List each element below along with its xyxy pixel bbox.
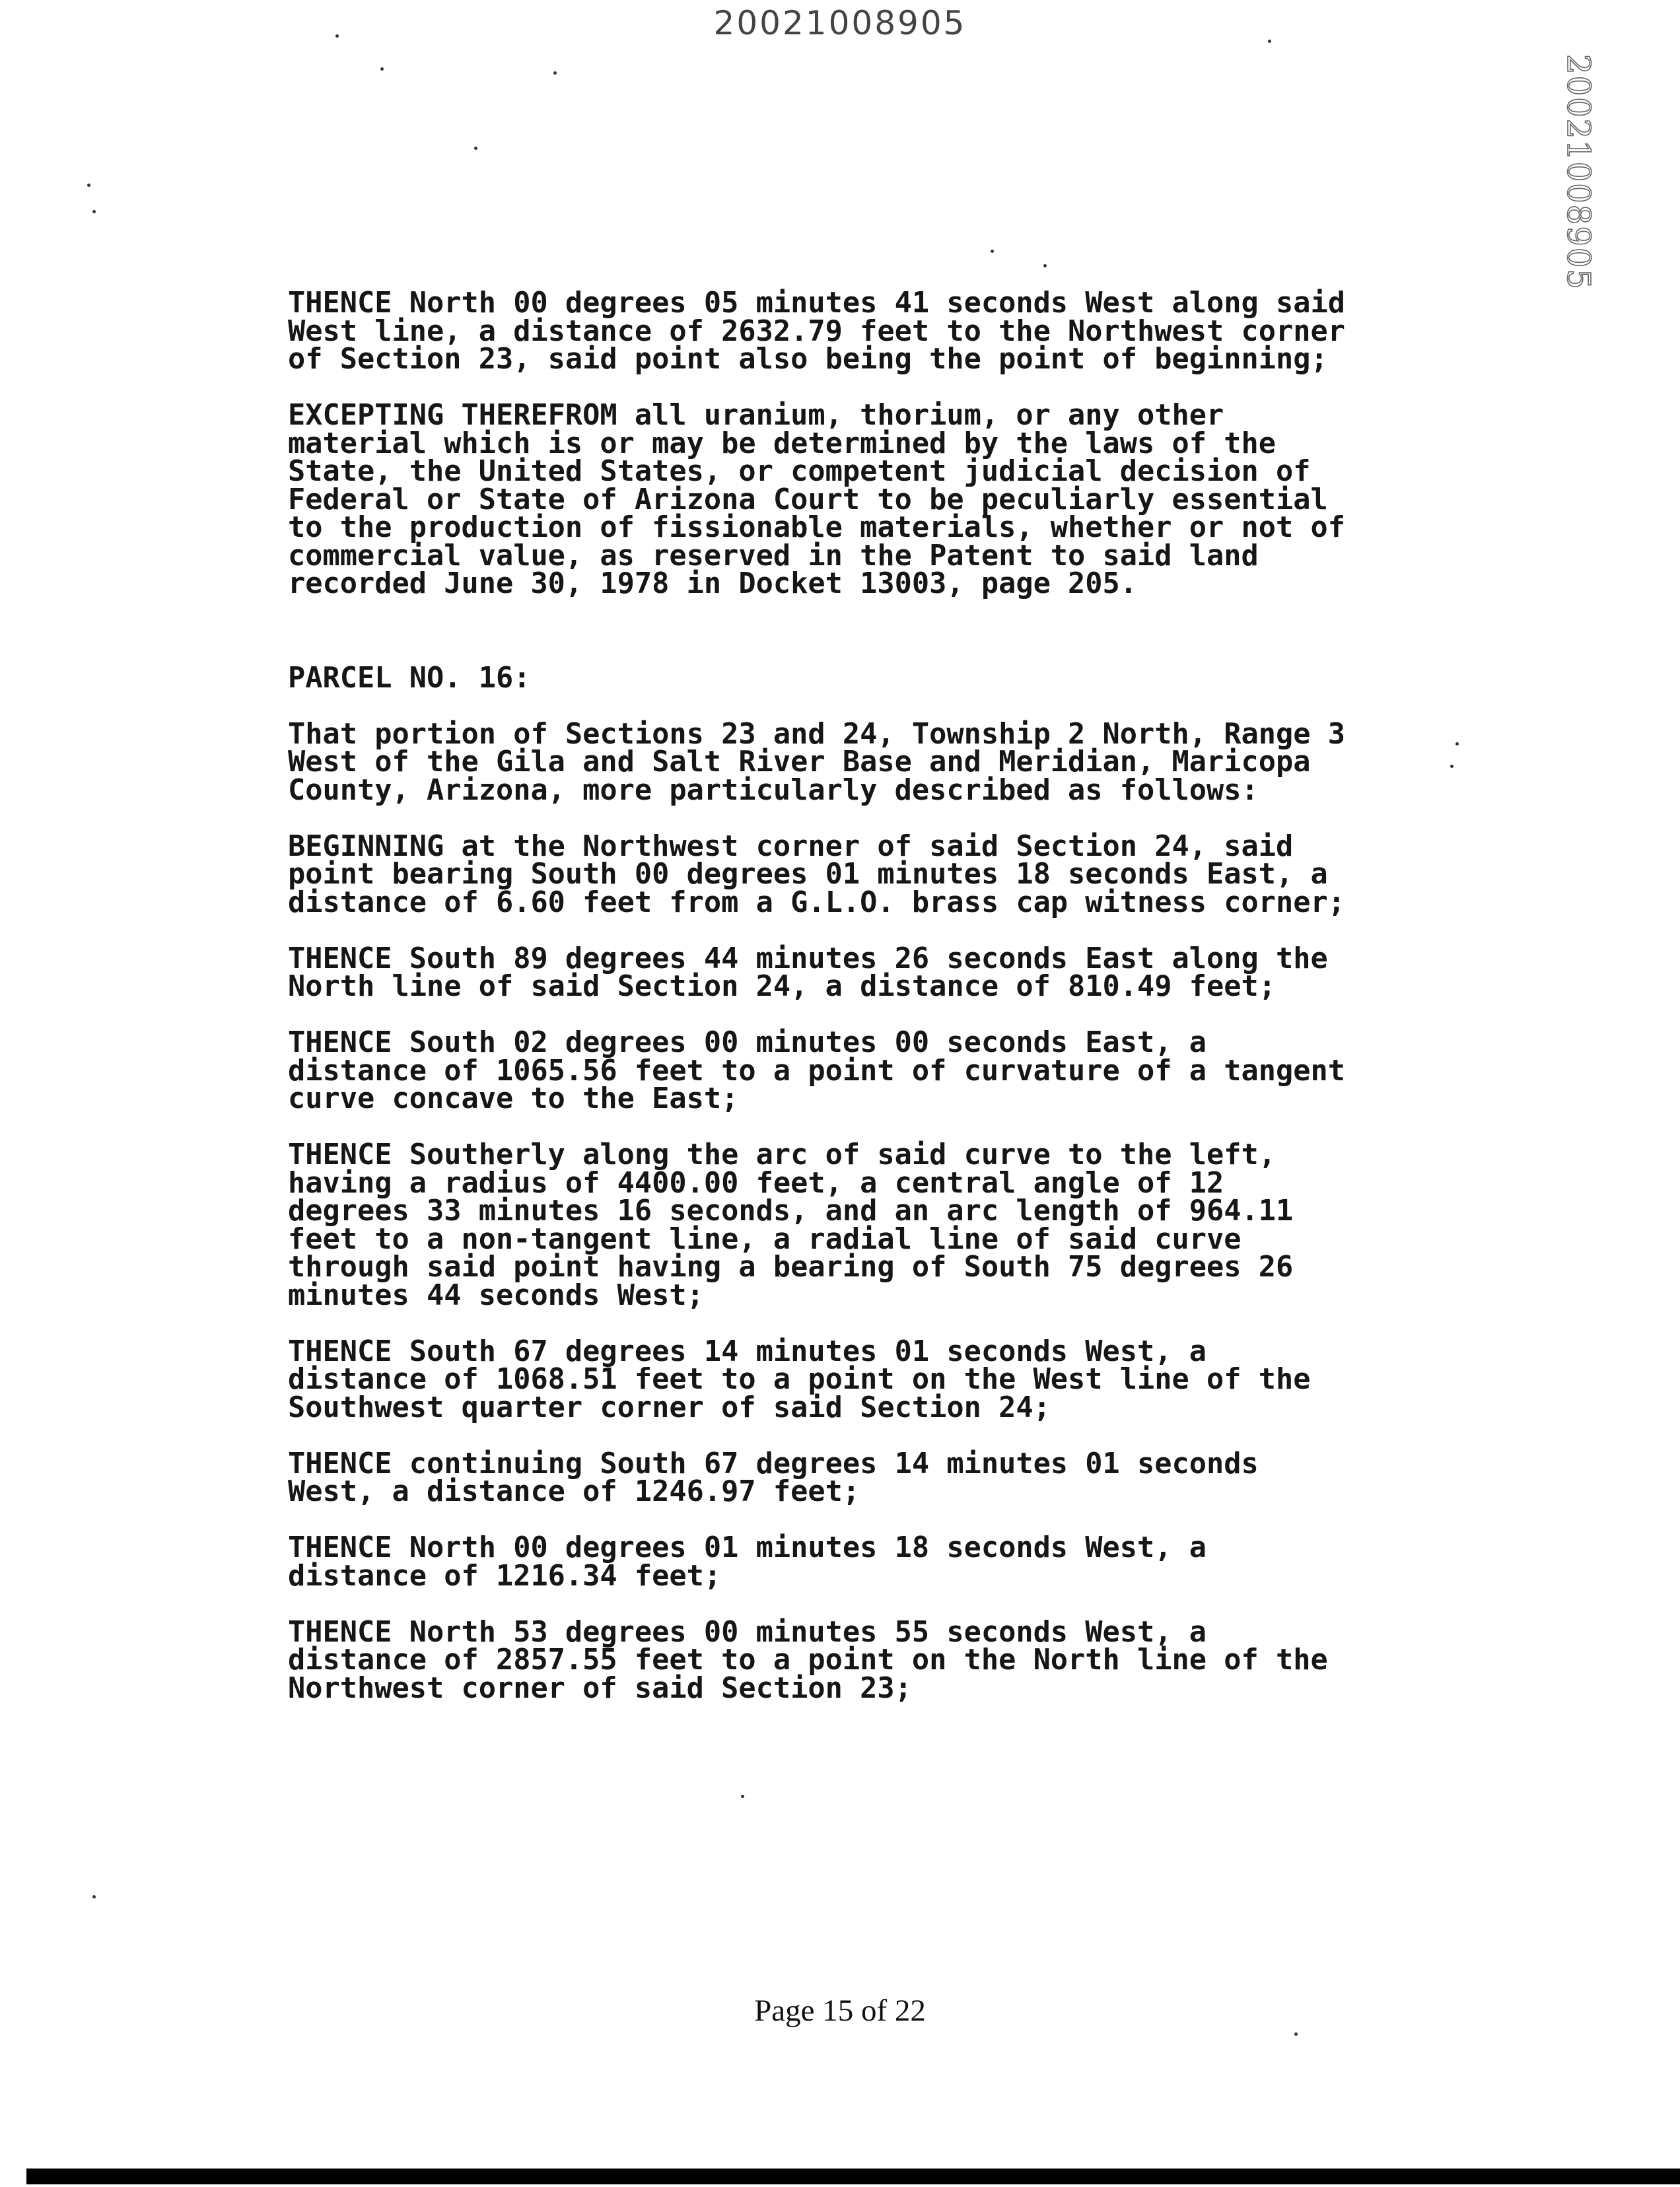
text-line: through said point having a bearing of South 75 degrees 26 — [288, 1251, 1294, 1284]
text-line: THENCE North 00 degrees 05 minutes 41 seconds West along said — [288, 287, 1345, 320]
text-line: distance of 1068.51 feet to a point on the West line of the — [288, 1363, 1311, 1396]
scan-speck — [991, 250, 994, 253]
text-line: point bearing South 00 degrees 01 minutes 18 seconds East, a — [288, 858, 1328, 891]
page-number: Page 15 of 22 — [754, 1994, 926, 2028]
text-line: degrees 33 minutes 16 seconds, and an arc length of 964.11 — [288, 1195, 1294, 1228]
paragraph-portion-of-sections — [288, 717, 1450, 807]
text-line: BEGINNING at the Northwest corner of said Section 24, said — [288, 829, 1294, 863]
document-body — [288, 287, 1450, 1705]
scan-speck — [92, 210, 96, 213]
text-line: PARCEL NO. 16: — [288, 661, 531, 695]
scan-speck — [1450, 765, 1453, 768]
paragraph-thence-south-89-44-26 — [288, 942, 1450, 1003]
text-line: THENCE Southerly along the arc of said curve to the left, — [288, 1138, 1277, 1171]
text-line: West line, a distance of 2632.79 feet to the Northwest corner — [288, 314, 1345, 348]
paragraph-thence-north-00-05-41 — [288, 289, 1450, 374]
text-line: THENCE continuing South 67 degrees 14 minutes 01 seconds — [288, 1447, 1259, 1480]
text-line: Northwest corner of said Section 23; — [288, 1671, 912, 1705]
scan-speck — [474, 147, 477, 150]
text-line: West, a distance of 1246.97 feet; — [288, 1475, 860, 1508]
paragraph-thence-north-00-01-18 — [288, 1531, 1450, 1593]
text-line: THENCE South 02 degrees 00 minutes 00 seconds East, a — [288, 1026, 1207, 1059]
text-line: Federal or State of Arizona Court to be peculiarly essential — [288, 483, 1328, 516]
scan-speck — [1455, 742, 1459, 746]
paragraph-thence-south-67-14-01 — [288, 1335, 1450, 1424]
text-line: THENCE North 00 degrees 01 minutes 18 seconds West, a — [288, 1531, 1207, 1564]
side-recording-stamp — [1558, 54, 1598, 291]
text-line: THENCE South 89 degrees 44 minutes 26 seconds East along the — [288, 942, 1328, 975]
text-line: North line of said Section 24, a distance of 810.49 feet; — [288, 970, 1277, 1003]
scan-speck — [380, 67, 384, 71]
paragraph-thence-southerly-arc — [288, 1138, 1450, 1312]
text-line: That portion of Sections 23 and 24, Township 2 North, Range 3 — [288, 717, 1345, 751]
text-line: THENCE North 53 degrees 00 minutes 55 seconds West, a — [288, 1615, 1207, 1649]
text-line: THENCE South 67 degrees 14 minutes 01 seconds West, a — [288, 1335, 1207, 1368]
scan-speck — [335, 34, 339, 38]
document-number: 20021008905 — [713, 4, 967, 42]
text-line: distance of 2857.55 feet to a point on the North line of the — [288, 1644, 1328, 1677]
scan-speck — [92, 1895, 96, 1898]
side-stamp-text: 20021008905 — [1560, 54, 1597, 291]
paragraph-thence-south-02-00-00 — [288, 1026, 1450, 1115]
text-line: County, Arizona, more particularly described as follows: — [288, 773, 1259, 807]
text-line: distance of 1065.56 feet to a point of curvature of a tangent — [288, 1054, 1345, 1088]
text-line: distance of 6.60 feet from a G.L.O. brass cap witness corner; — [288, 885, 1345, 919]
bottom-scan-edge — [26, 2169, 1680, 2184]
text-line: feet to a non-tangent line, a radial line of said curve — [288, 1222, 1242, 1256]
scan-speck — [87, 184, 90, 187]
text-line: Southwest quarter corner of said Section 24; — [288, 1391, 1051, 1424]
scan-speck — [1043, 264, 1047, 267]
text-line: distance of 1216.34 feet; — [288, 1559, 722, 1593]
text-line: curve concave to the East; — [288, 1082, 739, 1115]
text-line: West of the Gila and Salt River Base and Meridian, Maricopa — [288, 746, 1311, 779]
text-line: of Section 23, said point also being the point of beginning; — [288, 343, 1328, 376]
paragraph-thence-north-53-00-55 — [288, 1615, 1450, 1705]
text-line: having a radius of 4400.00 feet, a central angle of 12 — [288, 1166, 1224, 1200]
text-line: commercial value, as reserved in the Patent to said land — [288, 539, 1259, 573]
text-line: EXCEPTING THEREFROM all uranium, thorium, or any other — [288, 399, 1224, 432]
paragraph-excepting-therefrom — [288, 401, 1450, 598]
paragraph-thence-continuing-south — [288, 1447, 1450, 1508]
text-line: material which is or may be determined by the laws of the — [288, 427, 1277, 460]
scan-speck — [553, 71, 557, 75]
text-line: minutes 44 seconds West; — [288, 1278, 704, 1312]
scan-speck — [741, 1795, 744, 1798]
scan-speck — [1294, 2032, 1298, 2036]
text-line: State, the United States, or competent judicial decision of — [288, 455, 1311, 488]
paragraph-beginning — [288, 829, 1450, 919]
parcel-heading — [288, 661, 1450, 695]
scan-speck — [1268, 40, 1271, 43]
text-line: to the production of fissionable materials, whether or not of — [288, 511, 1345, 544]
text-line: recorded June 30, 1978 in Docket 13003, page 205. — [288, 567, 1138, 600]
